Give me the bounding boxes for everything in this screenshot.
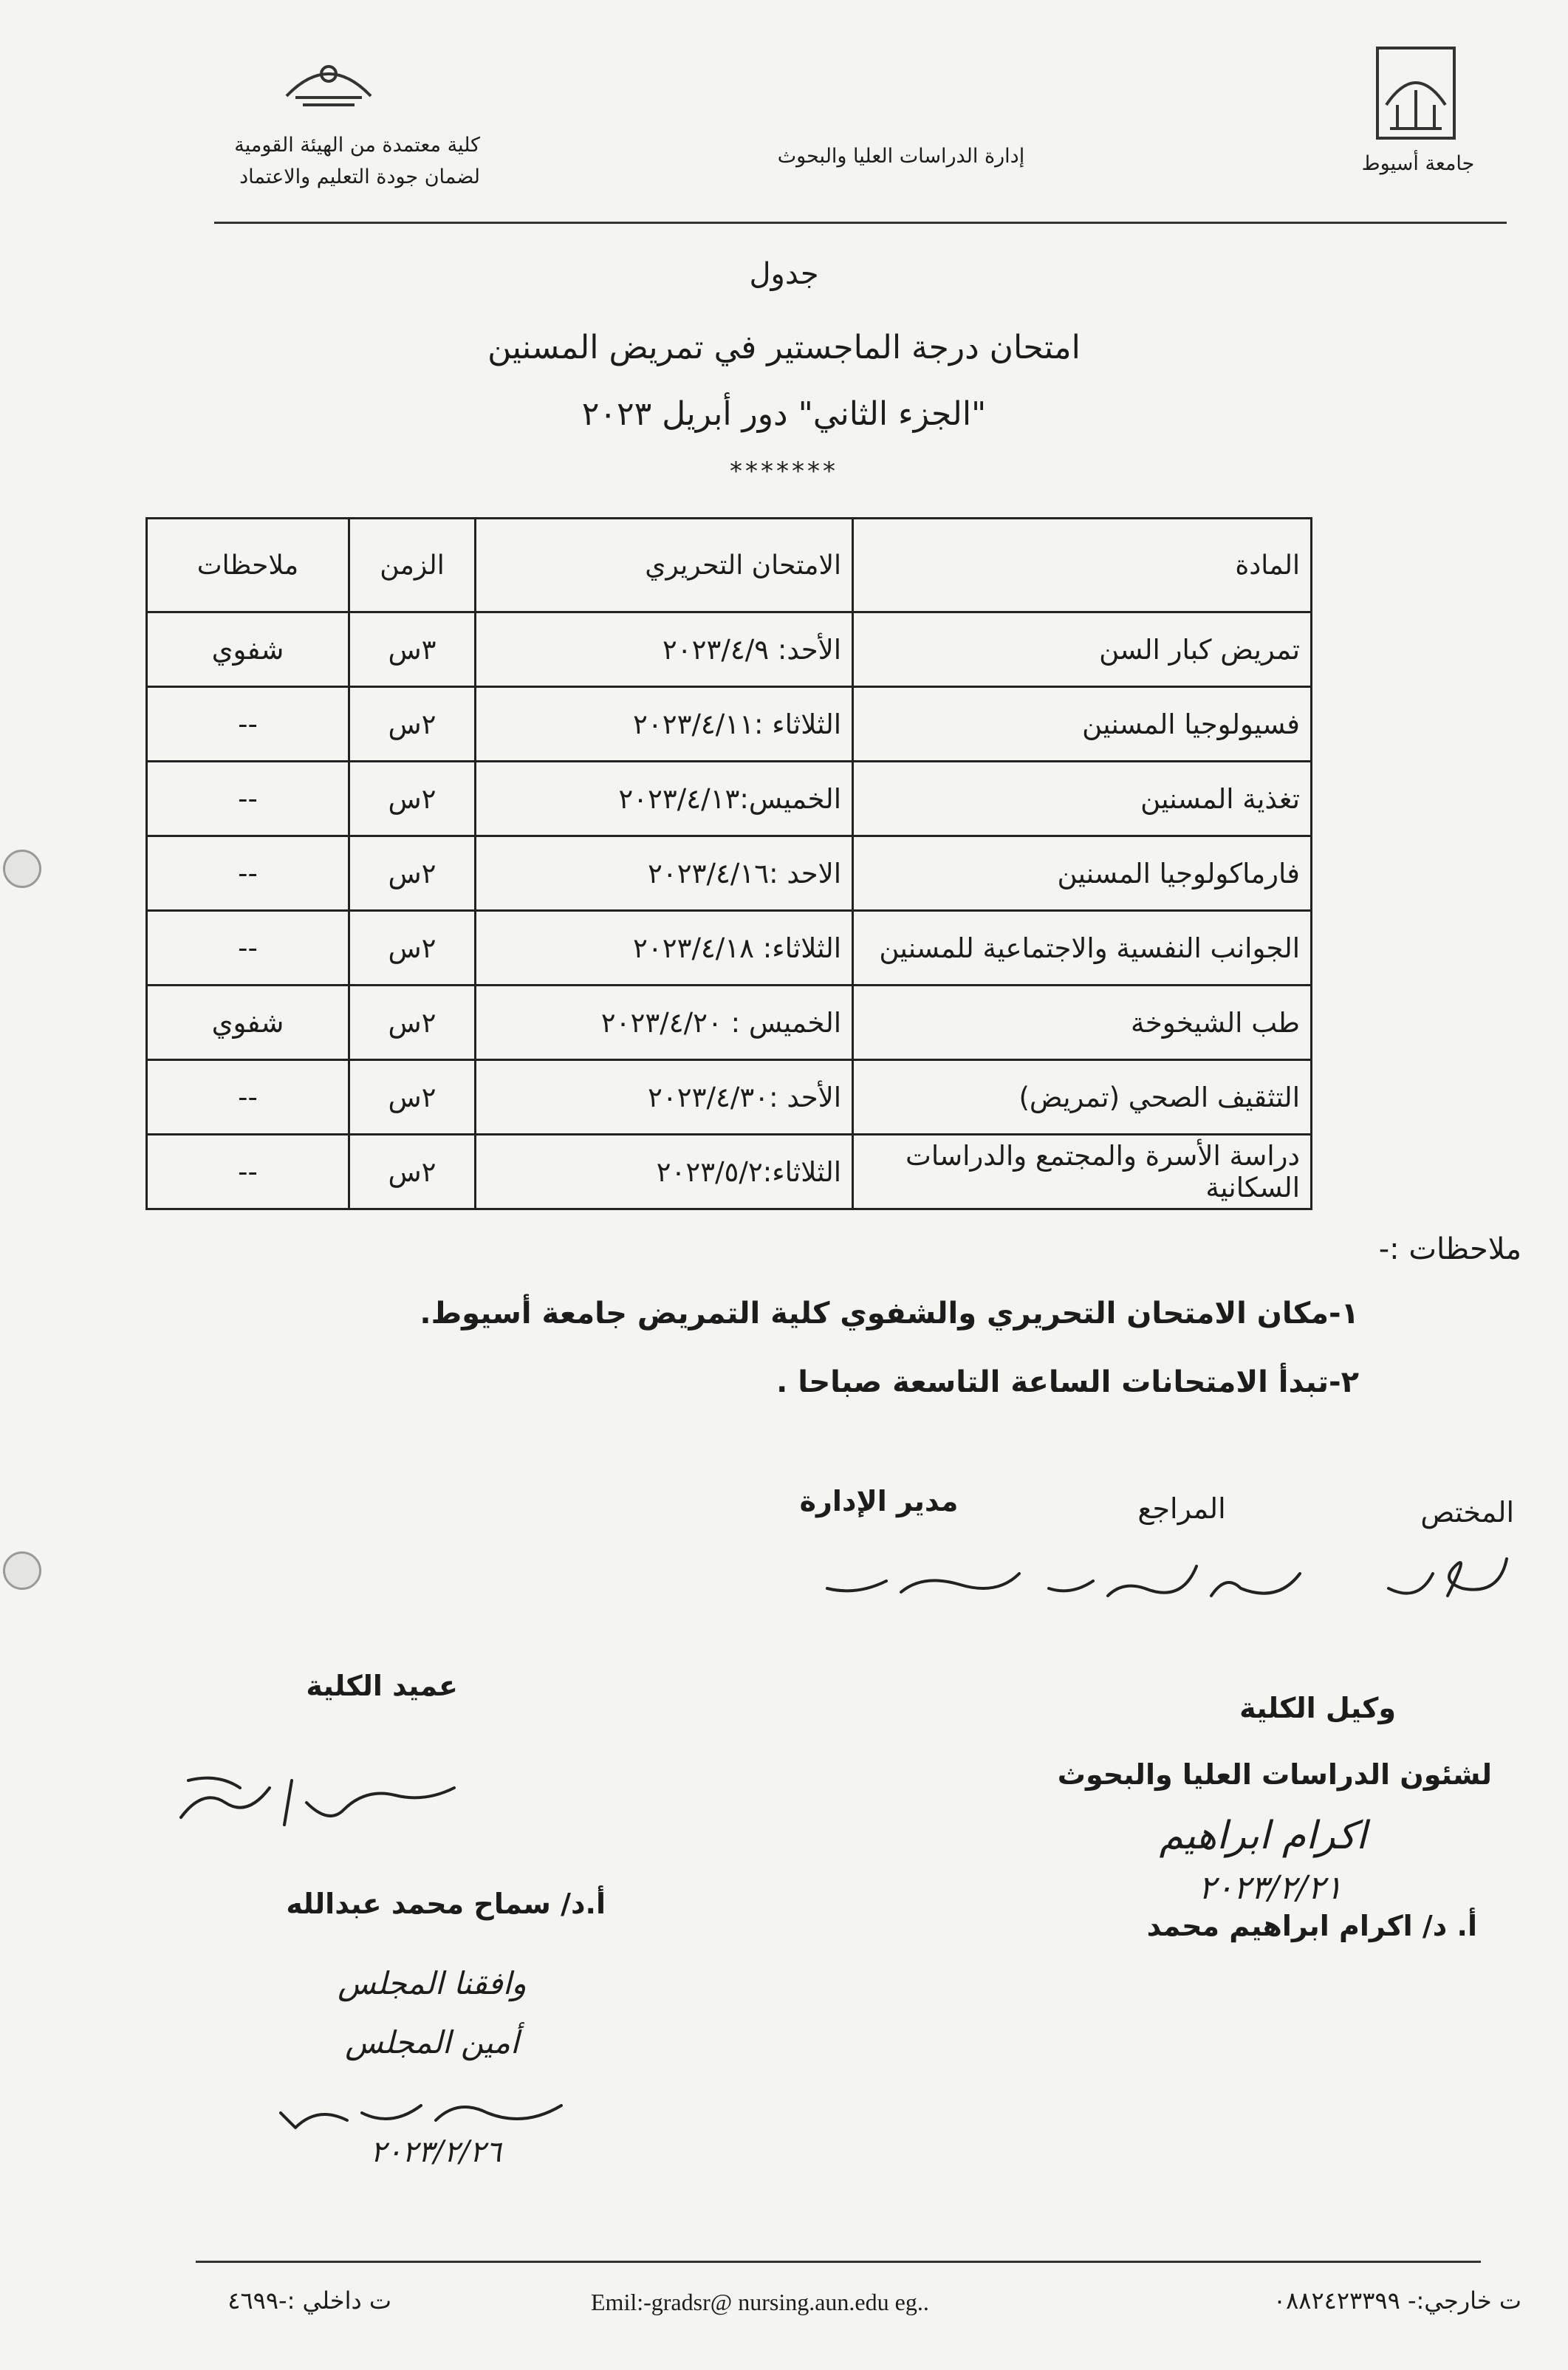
cell-duration: ٢س: [349, 1060, 476, 1135]
reviewer-label: المراجع: [1137, 1492, 1226, 1525]
table-row: [147, 762, 1312, 836]
cell-duration: ٢س: [349, 1135, 476, 1209]
university-name: جامعة أسيوط: [1361, 152, 1475, 175]
vice-dean-sign-date: ٢٠٢٣/٢/٢١: [1198, 1869, 1343, 1907]
cell-note: --: [147, 1135, 349, 1209]
accreditation-line-1: كلية معتمدة من الهيئة القومية: [234, 134, 480, 157]
header-subject: المادة: [853, 519, 1312, 612]
table-row: [147, 1135, 1312, 1209]
cell-exam-date: الخميس : ٢٠٢٣/٤/٢٠: [476, 986, 853, 1060]
council-approval-note: وافقنا المجلس: [338, 1965, 527, 2001]
table-row: [147, 986, 1312, 1060]
header-duration: الزمن: [349, 519, 476, 612]
dean-signature: [159, 1758, 469, 1840]
footer-rule: [196, 2261, 1481, 2263]
internal-phone: ت داخلي :-٤٦٩٩: [227, 2287, 391, 2315]
cell-note: --: [147, 911, 349, 986]
exam-session: "الجزء الثاني" دور أبريل ٢٠٢٣: [581, 395, 987, 433]
dean-title: عميد الكلية: [306, 1670, 458, 1702]
email-address: Emil:-gradsr@ nursing.aun.edu eg..: [591, 2289, 929, 2315]
header-rule: [214, 222, 1507, 224]
doc-title: جدول: [749, 257, 819, 291]
cell-duration: ٢س: [349, 986, 476, 1060]
specialist-label: المختص: [1420, 1496, 1514, 1529]
cell-duration: ٢س: [349, 762, 476, 836]
stars-divider: *******: [730, 457, 838, 486]
table-header-row: [147, 519, 1312, 612]
cell-note: --: [147, 836, 349, 911]
table-row: [147, 911, 1312, 986]
cell-duration: ٣س: [349, 612, 476, 687]
cell-subject: التثقيف الصحي (تمريض): [853, 1060, 1312, 1135]
cell-subject: تمريض كبار السن: [853, 612, 1312, 687]
note-item-2: ٢-تبدأ الامتحانات الساعة التاسعة صباحا .: [776, 1365, 1359, 1399]
vice-dean-title: وكيل الكلية: [1239, 1692, 1396, 1724]
cell-note: --: [147, 687, 349, 762]
cell-exam-date: الأحد :٢٠٢٣/٤/٣٠: [476, 1060, 853, 1135]
director-signature: [812, 1544, 1034, 1611]
cell-note: شفوي: [147, 612, 349, 687]
vice-dean-subtitle: لشئون الدراسات العليا والبحوث: [1057, 1758, 1492, 1791]
cell-subject: تغذية المسنين: [853, 762, 1312, 836]
cell-note: --: [147, 1060, 349, 1135]
cell-exam-date: الثلاثاء: ٢٠٢٣/٤/١٨: [476, 911, 853, 986]
vice-dean-name: أ. د/ اكرام ابراهيم محمد: [1146, 1910, 1477, 1942]
punch-hole-bottom: [3, 1551, 41, 1590]
table-row: [147, 836, 1312, 911]
external-phone: ت خارجي:- ٠٨٨٢٤٢٣٣٩٩: [1273, 2287, 1521, 2315]
cell-duration: ٢س: [349, 836, 476, 911]
cell-duration: ٢س: [349, 687, 476, 762]
cell-subject: طب الشيخوخة: [853, 986, 1312, 1060]
table-row: [147, 1060, 1312, 1135]
table-row: [147, 612, 1312, 687]
cell-exam-date: الأحد: ٢٠٢٣/٤/٩: [476, 612, 853, 687]
cell-exam-date: الاحد :٢٠٢٣/٤/١٦: [476, 836, 853, 911]
department-name: إدارة الدراسات العليا والبحوث: [777, 145, 1025, 168]
cell-subject: فسيولوجيا المسنين: [853, 687, 1312, 762]
cell-exam-date: الخميس:٢٠٢٣/٤/١٣: [476, 762, 853, 836]
dean-name: أ.د/ سماح محمد عبدالله: [286, 1888, 606, 1920]
exam-schedule-table: [145, 517, 1312, 1210]
cell-subject: دراسة الأسرة والمجتمع والدراسات السكانية: [853, 1135, 1312, 1209]
faculty-logo: [281, 44, 377, 111]
table-row: [147, 687, 1312, 762]
director-label: مدير الإدارة: [799, 1485, 959, 1517]
council-approval-date: ٢٠٢٣/٢/٢٦: [370, 2135, 501, 2169]
faculty-accreditation: [185, 129, 480, 193]
council-secretary-note: أمين المجلس: [345, 2024, 519, 2060]
header-notes: ملاحظات: [147, 519, 349, 612]
cell-note: --: [147, 762, 349, 836]
university-logo: [1375, 46, 1456, 140]
cell-subject: الجوانب النفسية والاجتماعية للمسنين: [853, 911, 1312, 986]
specialist-signature: [1374, 1544, 1521, 1611]
cell-exam-date: الثلاثاء :٢٠٢٣/٤/١١: [476, 687, 853, 762]
council-signature: [266, 2083, 576, 2142]
notes-heading: ملاحظات :-: [1378, 1232, 1521, 1266]
vice-dean-handwritten-name: اكرام ابراهيم: [1159, 1814, 1367, 1858]
note-item-1: ١-مكان الامتحان التحريري والشفوي كلية التمريض جامعة أسيوط.: [420, 1297, 1359, 1331]
accreditation-line-2: لضمان جودة التعليم والاعتماد: [239, 165, 480, 189]
cell-subject: فارماكولوجيا المسنين: [853, 836, 1312, 911]
cell-note: شفوي: [147, 986, 349, 1060]
punch-hole-top: [3, 850, 41, 888]
exam-title: امتحان درجة الماجستير في تمريض المسنين: [487, 329, 1081, 366]
cell-exam-date: الثلاثاء:٢٠٢٣/٥/٢: [476, 1135, 853, 1209]
cell-duration: ٢س: [349, 911, 476, 986]
reviewer-signature: [1034, 1544, 1315, 1611]
header-written-exam: الامتحان التحريري: [476, 519, 853, 612]
